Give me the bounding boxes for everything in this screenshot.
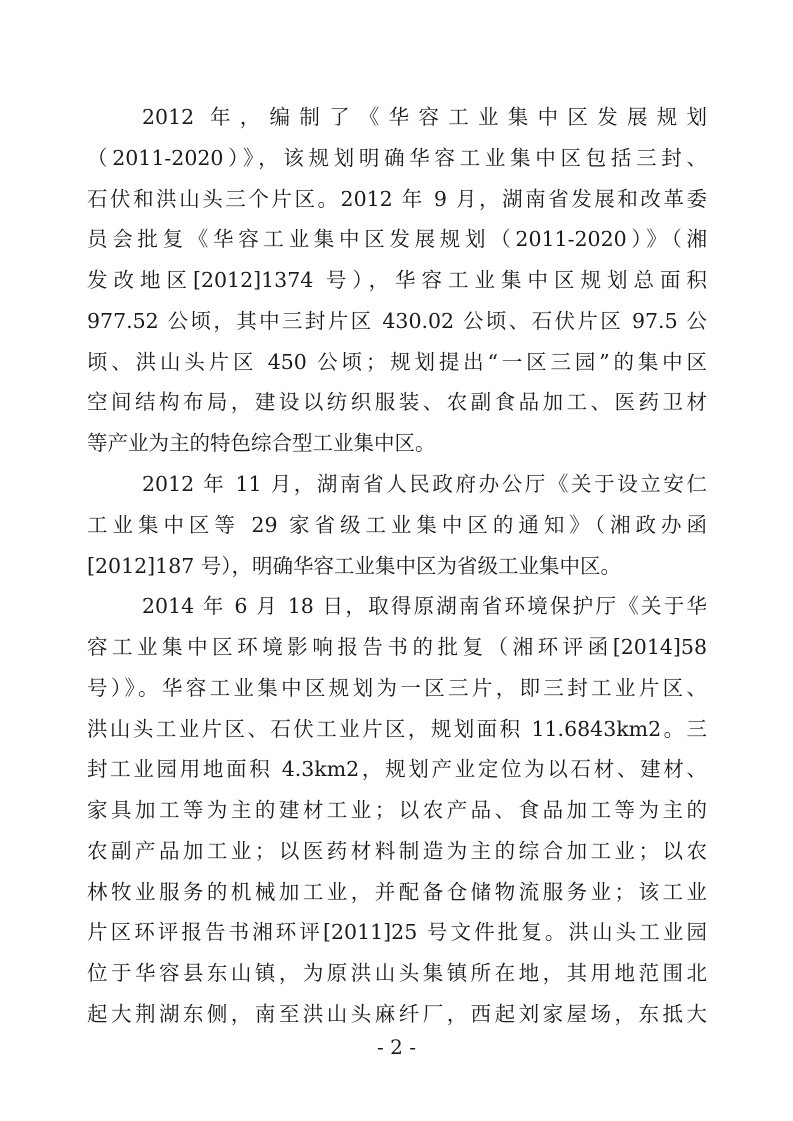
- paragraph-1-line-1: 2012 年，编制了《华容工业集中区发展规划: [142, 105, 707, 129]
- paragraph-2-line-3: [2012]187 号），明确华容工业集中区为省级工业集中区。: [87, 554, 622, 578]
- paragraph-3-line-7: 农副产品加工业；以医药材料制造为主的综合加工业；以农: [87, 839, 707, 863]
- paragraph-1-line-2: （2011-2020）》，该规划明确华容工业集中区包括三封、: [87, 146, 707, 170]
- paragraph-3-line-3: 号）》。华容工业集中区规划为一区三片，即三封工业片区、: [87, 676, 707, 700]
- paragraph-1-line-4: 员会批复《华容工业集中区发展规划（2011-2020）》（湘: [87, 227, 707, 251]
- page-number: - 2 -: [377, 1035, 416, 1059]
- paragraph-3-line-8: 林牧业服务的机械加工业，并配备仓储物流服务业；该工业: [87, 880, 707, 904]
- paragraph-3-line-9: 片区环评报告书湘环评[2011]25 号文件批复。洪山头工业园: [87, 920, 707, 944]
- paragraph-3-line-6: 家具加工等为主的建材工业；以农产品、食品加工等为主的: [87, 798, 707, 822]
- paragraph-1-line-9: 等产业为主的特色综合型工业集中区。: [87, 431, 436, 455]
- paragraph-1-line-8: 空间结构布局，建设以纺织服装、农副食品加工、医药卫材: [87, 390, 707, 414]
- paragraph-1-line-5: 发改地区[2012]1374 号），华容工业集中区规划总面积: [87, 268, 707, 292]
- paragraph-3-line-11: 起大荆湖东侧，南至洪山头麻纤厂，西起刘家屋场，东抵大: [87, 1002, 707, 1026]
- paragraph-3-line-10: 位于华容县东山镇，为原洪山头集镇所在地，其用地范围北: [87, 961, 707, 985]
- paragraph-3-line-5: 封工业园用地面积 4.3km2，规划产业定位为以石材、建材、: [87, 757, 707, 781]
- paragraph-2-line-1: 2012 年 11 月，湖南省人民政府办公厅《关于设立安仁: [142, 472, 707, 496]
- paragraph-3-line-4: 洪山头工业片区、石伏工业片区，规划面积 11.6843km2。三: [87, 717, 707, 741]
- paragraph-3-line-2: 容工业集中区环境影响报告书的批复（湘环评函[2014]58: [87, 635, 707, 659]
- paragraph-3-line-1: 2014 年 6 月 18 日，取得原湖南省环境保护厅《关于华: [142, 594, 707, 618]
- paragraph-1-line-7: 顷、洪山头片区 450 公顷；规划提出“一区三园”的集中区: [87, 350, 707, 374]
- paragraph-1-line-3: 石伏和洪山头三个片区。2012 年 9 月，湖南省发展和改革委: [87, 187, 707, 211]
- paragraph-1-line-6: 977.52 公顷，其中三封片区 430.02 公顷、石伏片区 97.5 公: [87, 309, 707, 333]
- paragraph-2-line-2: 工业集中区等 29 家省级工业集中区的通知》（湘政办函: [87, 513, 707, 537]
